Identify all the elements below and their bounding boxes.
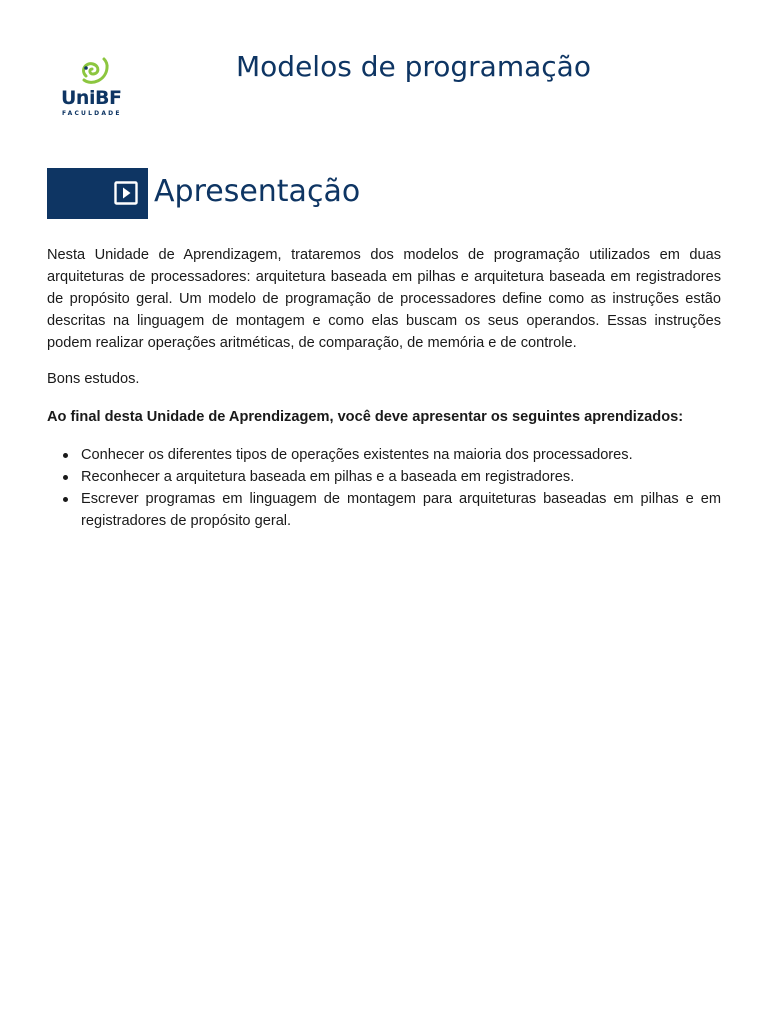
content-body (47, 244, 721, 532)
play-icon (114, 181, 138, 205)
unibf-logo (58, 56, 130, 122)
section-header-bar (47, 168, 148, 219)
unibf-logo-mark-icon (76, 56, 112, 86)
section-title: Apresentação (154, 174, 361, 209)
list-item: Escrever programas em linguagem de montagem para arquiteturas baseadas em pilhas e em registradores de propósito geral. (81, 488, 721, 532)
objectives-list (47, 444, 721, 532)
objectives-heading: Ao final desta Unidade de Aprendizagem, você deve apresentar os seguintes aprendizados: (47, 409, 684, 425)
logo-wordmark: UniBF (61, 87, 122, 109)
greeting-paragraph: Bons estudos. (47, 371, 140, 387)
intro-paragraph: Nesta Unidade de Aprendizagem, trataremos dos modelos de programação utilizados em duas arquiteturas de processadores: arquitetura baseada em pilhas e arquitetura baseada em registradores de propósito geral. Um modelo de programação de processadores define como as instruções estão descritas na linguagem de montagem e como elas buscam os seus operandos. Essas instruções podem realizar operações aritméticas, de comparação, de memória e de controle. (47, 247, 721, 351)
list-item: Conhecer os diferentes tipos de operações existentes na maioria dos processadores. (81, 444, 721, 466)
document-title: Modelos de programação (236, 50, 591, 83)
list-item: Reconhecer a arquitetura baseada em pilhas e a baseada em registradores. (81, 466, 721, 488)
logo-subtitle: FACULDADE (62, 110, 122, 117)
